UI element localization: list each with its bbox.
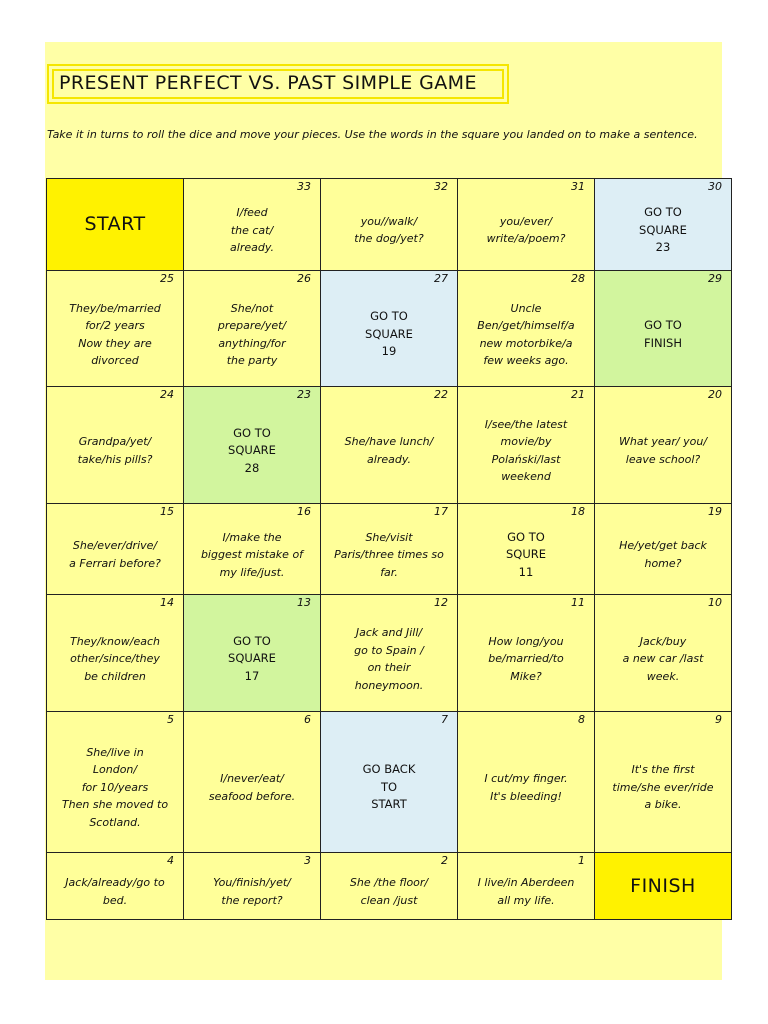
square-number: 25 bbox=[160, 271, 174, 285]
square-18[interactable] bbox=[458, 503, 595, 595]
square-30[interactable] bbox=[595, 179, 732, 271]
square-text: you/ever/ write/a/poem? bbox=[486, 214, 566, 246]
square-6[interactable] bbox=[184, 711, 321, 852]
square-number: 16 bbox=[297, 504, 311, 518]
square-text: GO BACK TO START bbox=[362, 762, 416, 812]
board-row-7 bbox=[47, 852, 732, 919]
square-21[interactable] bbox=[458, 387, 595, 503]
instructions-text: Take it in turns to roll the dice and move your pieces. Use the words in the square you landed on to make a sentence. bbox=[47, 128, 698, 141]
square-17[interactable] bbox=[321, 503, 458, 595]
square-text: I cut/my finger. It's bleeding! bbox=[484, 772, 568, 803]
square-text: GO TO FINISH bbox=[644, 318, 682, 350]
square-number: 20 bbox=[708, 388, 722, 402]
square-text: Uncle Ben/get/himself/a new motorbike/a few weeks ago. bbox=[477, 301, 575, 367]
square-number: 3 bbox=[304, 853, 311, 867]
square-15[interactable] bbox=[47, 503, 184, 595]
square-5[interactable] bbox=[47, 711, 184, 852]
square-text: I/never/eat/ seafood before. bbox=[208, 772, 296, 803]
square-20[interactable] bbox=[595, 387, 732, 503]
board-row-2 bbox=[47, 270, 732, 386]
square-number: 22 bbox=[434, 388, 448, 402]
square-number: 12 bbox=[434, 596, 448, 610]
square-text: Jack/buy a new car /last week. bbox=[622, 634, 704, 683]
square-22[interactable] bbox=[321, 387, 458, 503]
square-number: 33 bbox=[297, 180, 311, 193]
game-board bbox=[46, 178, 732, 920]
square-number: 18 bbox=[571, 504, 585, 518]
square-text: It's the first time/she ever/ride a bike. bbox=[612, 763, 714, 812]
square-number: 10 bbox=[708, 596, 722, 610]
square-text: GO TO SQUARE 17 bbox=[228, 633, 276, 683]
square-number: 19 bbox=[708, 504, 722, 518]
square-3[interactable] bbox=[184, 852, 321, 919]
square-32[interactable] bbox=[321, 179, 458, 271]
board-row-3 bbox=[47, 387, 732, 503]
square-text: Grandpa/yet/ take/his pills? bbox=[77, 435, 153, 466]
square-number: 2 bbox=[441, 853, 448, 867]
square-19[interactable] bbox=[595, 503, 732, 595]
square-number: 11 bbox=[571, 596, 585, 610]
square-text: She /the floor/ clean /just bbox=[349, 876, 429, 907]
square-text: They/be/married for/2 years Now they are divorced bbox=[69, 301, 161, 367]
square-10[interactable] bbox=[595, 595, 732, 711]
square-text: Jack and Jill/ go to Spain / on their honeymoon. bbox=[354, 626, 424, 692]
square-number: 29 bbox=[708, 271, 722, 285]
square-text: Jack/already/go to bed. bbox=[65, 876, 165, 907]
square-number: 27 bbox=[434, 271, 448, 285]
square-number: 7 bbox=[441, 712, 448, 726]
game-sheet bbox=[45, 42, 722, 980]
square-number: 32 bbox=[434, 180, 448, 193]
square-number: 4 bbox=[167, 853, 174, 867]
square-number: 14 bbox=[160, 596, 174, 610]
square-24[interactable] bbox=[47, 387, 184, 503]
square-number: 28 bbox=[571, 271, 585, 285]
square-text: I/make the biggest mistake of my life/just. bbox=[200, 530, 304, 579]
square-1[interactable] bbox=[458, 852, 595, 919]
square-text: She/not prepare/yet/ anything/for the party bbox=[217, 301, 287, 367]
square-13[interactable] bbox=[184, 595, 321, 711]
square-number: 15 bbox=[160, 504, 174, 518]
square-number: 24 bbox=[160, 388, 174, 402]
square-text: I live/in Aberdeen all my life. bbox=[477, 876, 575, 907]
square-11[interactable] bbox=[458, 595, 595, 711]
square-text: You/finish/yet/ the report? bbox=[213, 876, 291, 907]
square-number: 8 bbox=[578, 712, 585, 726]
board-row-1 bbox=[47, 179, 732, 271]
square-text: I/feed the cat/ already. bbox=[230, 206, 274, 255]
square-text: How long/you be/married/to Mike? bbox=[488, 634, 564, 683]
title-frame bbox=[47, 64, 509, 104]
square-27[interactable] bbox=[321, 270, 458, 386]
square-number: 23 bbox=[297, 388, 311, 402]
square-text: I/see/the latest movie/by Polański/last weekend bbox=[484, 417, 568, 484]
square-33[interactable] bbox=[184, 179, 321, 271]
board-row-6 bbox=[47, 711, 732, 852]
square-text: GO TO SQURE 11 bbox=[505, 529, 547, 579]
square-14[interactable] bbox=[47, 595, 184, 711]
start-label: START bbox=[84, 213, 146, 236]
square-text: She/ever/drive/ a Ferrari before? bbox=[69, 539, 161, 570]
square-number: 30 bbox=[708, 180, 722, 193]
square-number: 31 bbox=[571, 180, 585, 193]
square-text: What year/ you/ leave school? bbox=[618, 435, 708, 466]
square-29[interactable] bbox=[595, 270, 732, 386]
start-square[interactable] bbox=[47, 179, 184, 271]
square-number: 21 bbox=[571, 388, 585, 402]
square-text: He/yet/get back home? bbox=[619, 539, 707, 570]
square-text: GO TO SQUARE 23 bbox=[639, 205, 687, 255]
square-16[interactable] bbox=[184, 503, 321, 595]
square-12[interactable] bbox=[321, 595, 458, 711]
square-number: 6 bbox=[304, 712, 311, 726]
finish-label: FINISH bbox=[630, 874, 696, 897]
square-8[interactable] bbox=[458, 711, 595, 852]
square-7[interactable] bbox=[321, 711, 458, 852]
square-31[interactable] bbox=[458, 179, 595, 271]
square-number: 1 bbox=[578, 853, 585, 867]
square-26[interactable] bbox=[184, 270, 321, 386]
square-9[interactable] bbox=[595, 711, 732, 852]
board-row-4 bbox=[47, 503, 732, 595]
square-2[interactable] bbox=[321, 852, 458, 919]
square-text: She/visit Paris/three times so far. bbox=[334, 530, 444, 579]
board-row-5 bbox=[47, 595, 732, 711]
finish-square[interactable] bbox=[595, 852, 732, 919]
page-title: PRESENT PERFECT VS. PAST SIMPLE GAME bbox=[59, 72, 477, 94]
square-text: She/have lunch/ already. bbox=[344, 435, 434, 466]
square-number: 5 bbox=[167, 712, 174, 726]
square-text: GO TO SQUARE 19 bbox=[365, 309, 413, 359]
square-number: 17 bbox=[434, 504, 448, 518]
square-number: 9 bbox=[715, 712, 722, 726]
square-28[interactable] bbox=[458, 270, 595, 386]
square-text: you//walk/ the dog/yet? bbox=[354, 214, 424, 246]
square-number: 13 bbox=[297, 596, 311, 610]
square-23[interactable] bbox=[184, 387, 321, 503]
square-text: GO TO SQUARE 28 bbox=[228, 425, 276, 475]
square-text: They/know/each other/since/they be children bbox=[70, 634, 160, 683]
square-4[interactable] bbox=[47, 852, 184, 919]
square-text: She/live in London/ for 10/years Then she moved to Scotland. bbox=[61, 745, 169, 829]
square-25[interactable] bbox=[47, 270, 184, 386]
square-number: 26 bbox=[297, 271, 311, 285]
